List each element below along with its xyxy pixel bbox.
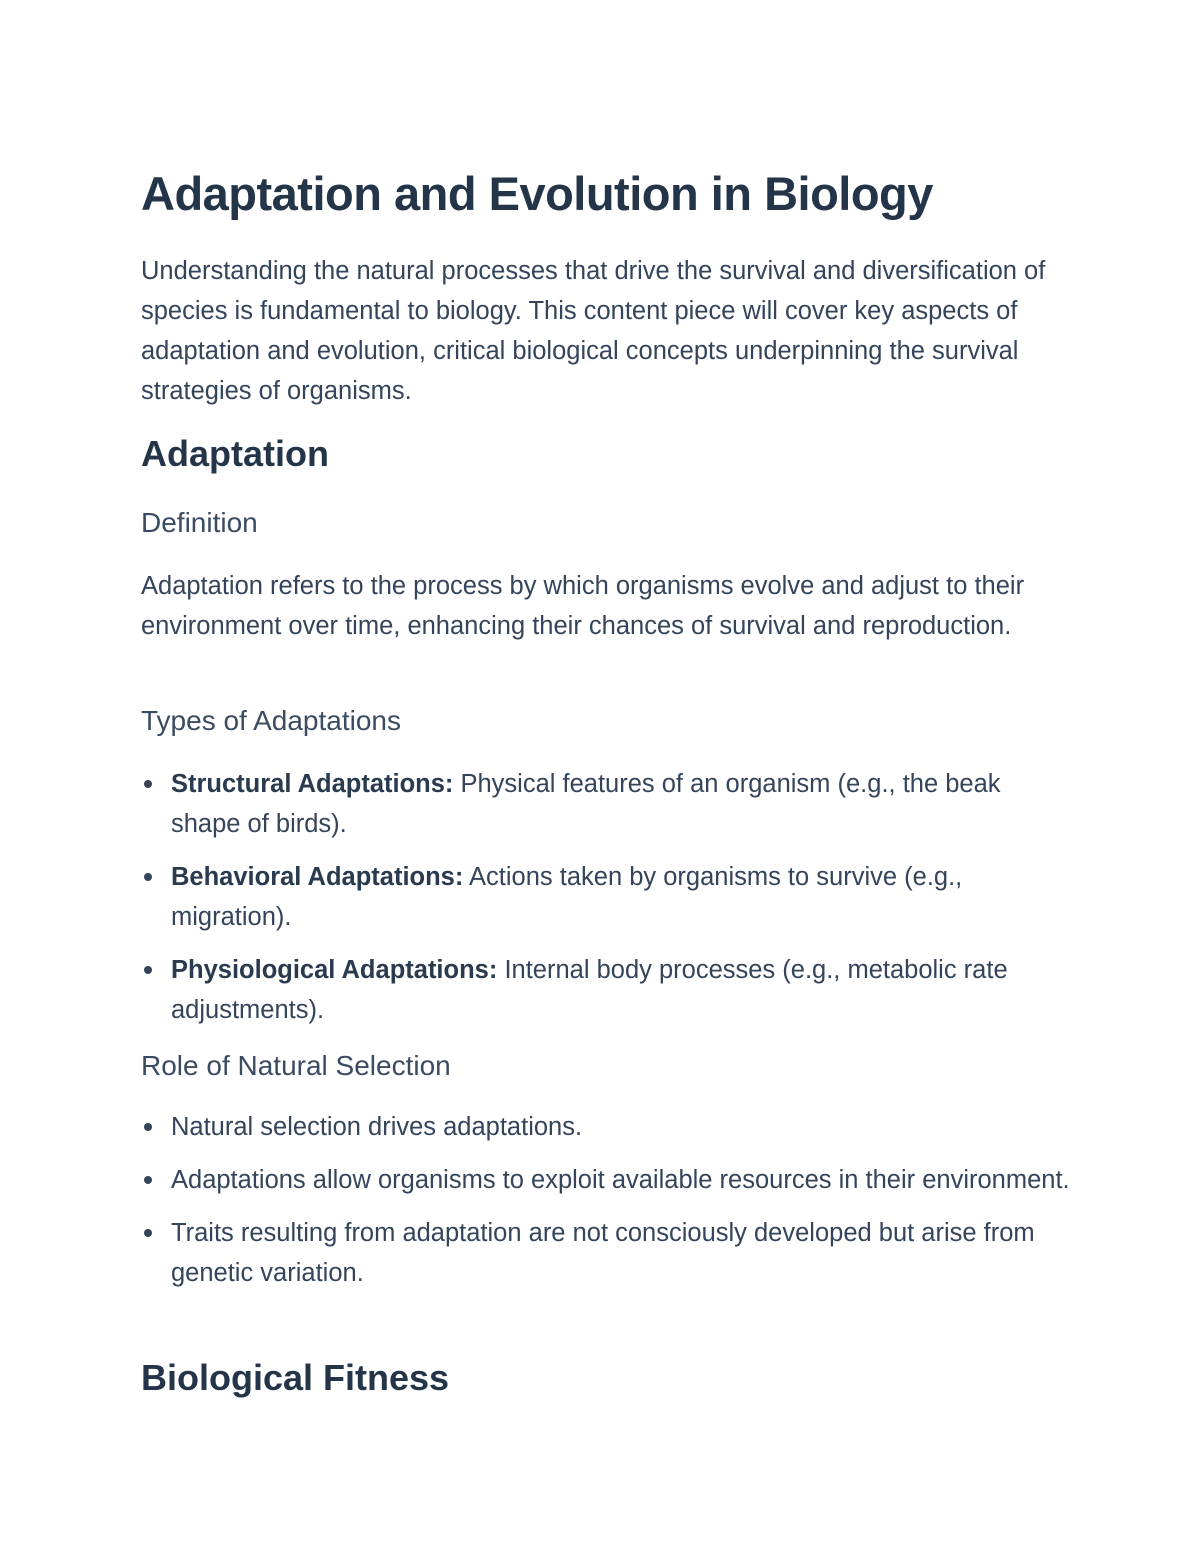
intro-paragraph: Understanding the natural processes that drive the survival and diversification of species is fundamental to biology. This content piece will cover key aspects of adaptation and evolution, critical biological concepts underpinning the survival strategies of organisms. [141,257,1046,405]
bullet-icon [144,966,152,974]
list-item-text: Adaptations allow organisms to exploit available resources in their environment. [171,1166,1070,1194]
list-item-text: Internal body processes (e.g., metabolic rate adjustments). [171,956,1008,1024]
natural-selection-list [141,1107,1071,1293]
page-title: Adaptation and Evolution in Biology [141,167,933,220]
list-item [141,764,1071,844]
list-item-text: Traits resulting from adaptation are not consciously developed but arise from genetic variation. [171,1219,1035,1287]
definition-paragraph: Adaptation refers to the process by which organisms evolve and adjust to their environment over time, enhancing their chances of survival and reproduction. [141,572,1025,640]
section-heading-biological-fitness: Biological Fitness [141,1357,450,1398]
bullet-icon [144,1123,152,1131]
section-heading-adaptation: Adaptation [141,433,329,474]
list-item [141,1213,1071,1293]
bullet-icon [144,873,152,881]
list-item [141,1107,1071,1147]
list-item-term: Structural Adaptations: [171,770,454,798]
bullet-icon [144,1176,152,1184]
bullet-icon [144,780,152,788]
bullet-icon [144,1229,152,1237]
subheading-types-of-adaptations: Types of Adaptations [141,705,401,736]
list-item [141,950,1071,1030]
subheading-definition: Definition [141,507,258,538]
subheading-role-of-natural-selection: Role of Natural Selection [141,1050,451,1081]
list-item-text: Physical features of an organism (e.g., the beak shape of birds). [171,770,1001,838]
list-item [141,857,1071,937]
list-item [141,1160,1071,1200]
list-item-text: Actions taken by organisms to survive (e.g., migration). [171,863,963,931]
list-item-text: Natural selection drives adaptations. [171,1113,583,1141]
types-list [141,764,1071,1030]
list-item-term: Physiological Adaptations: [171,956,498,984]
list-item-term: Behavioral Adaptations: [171,863,464,891]
